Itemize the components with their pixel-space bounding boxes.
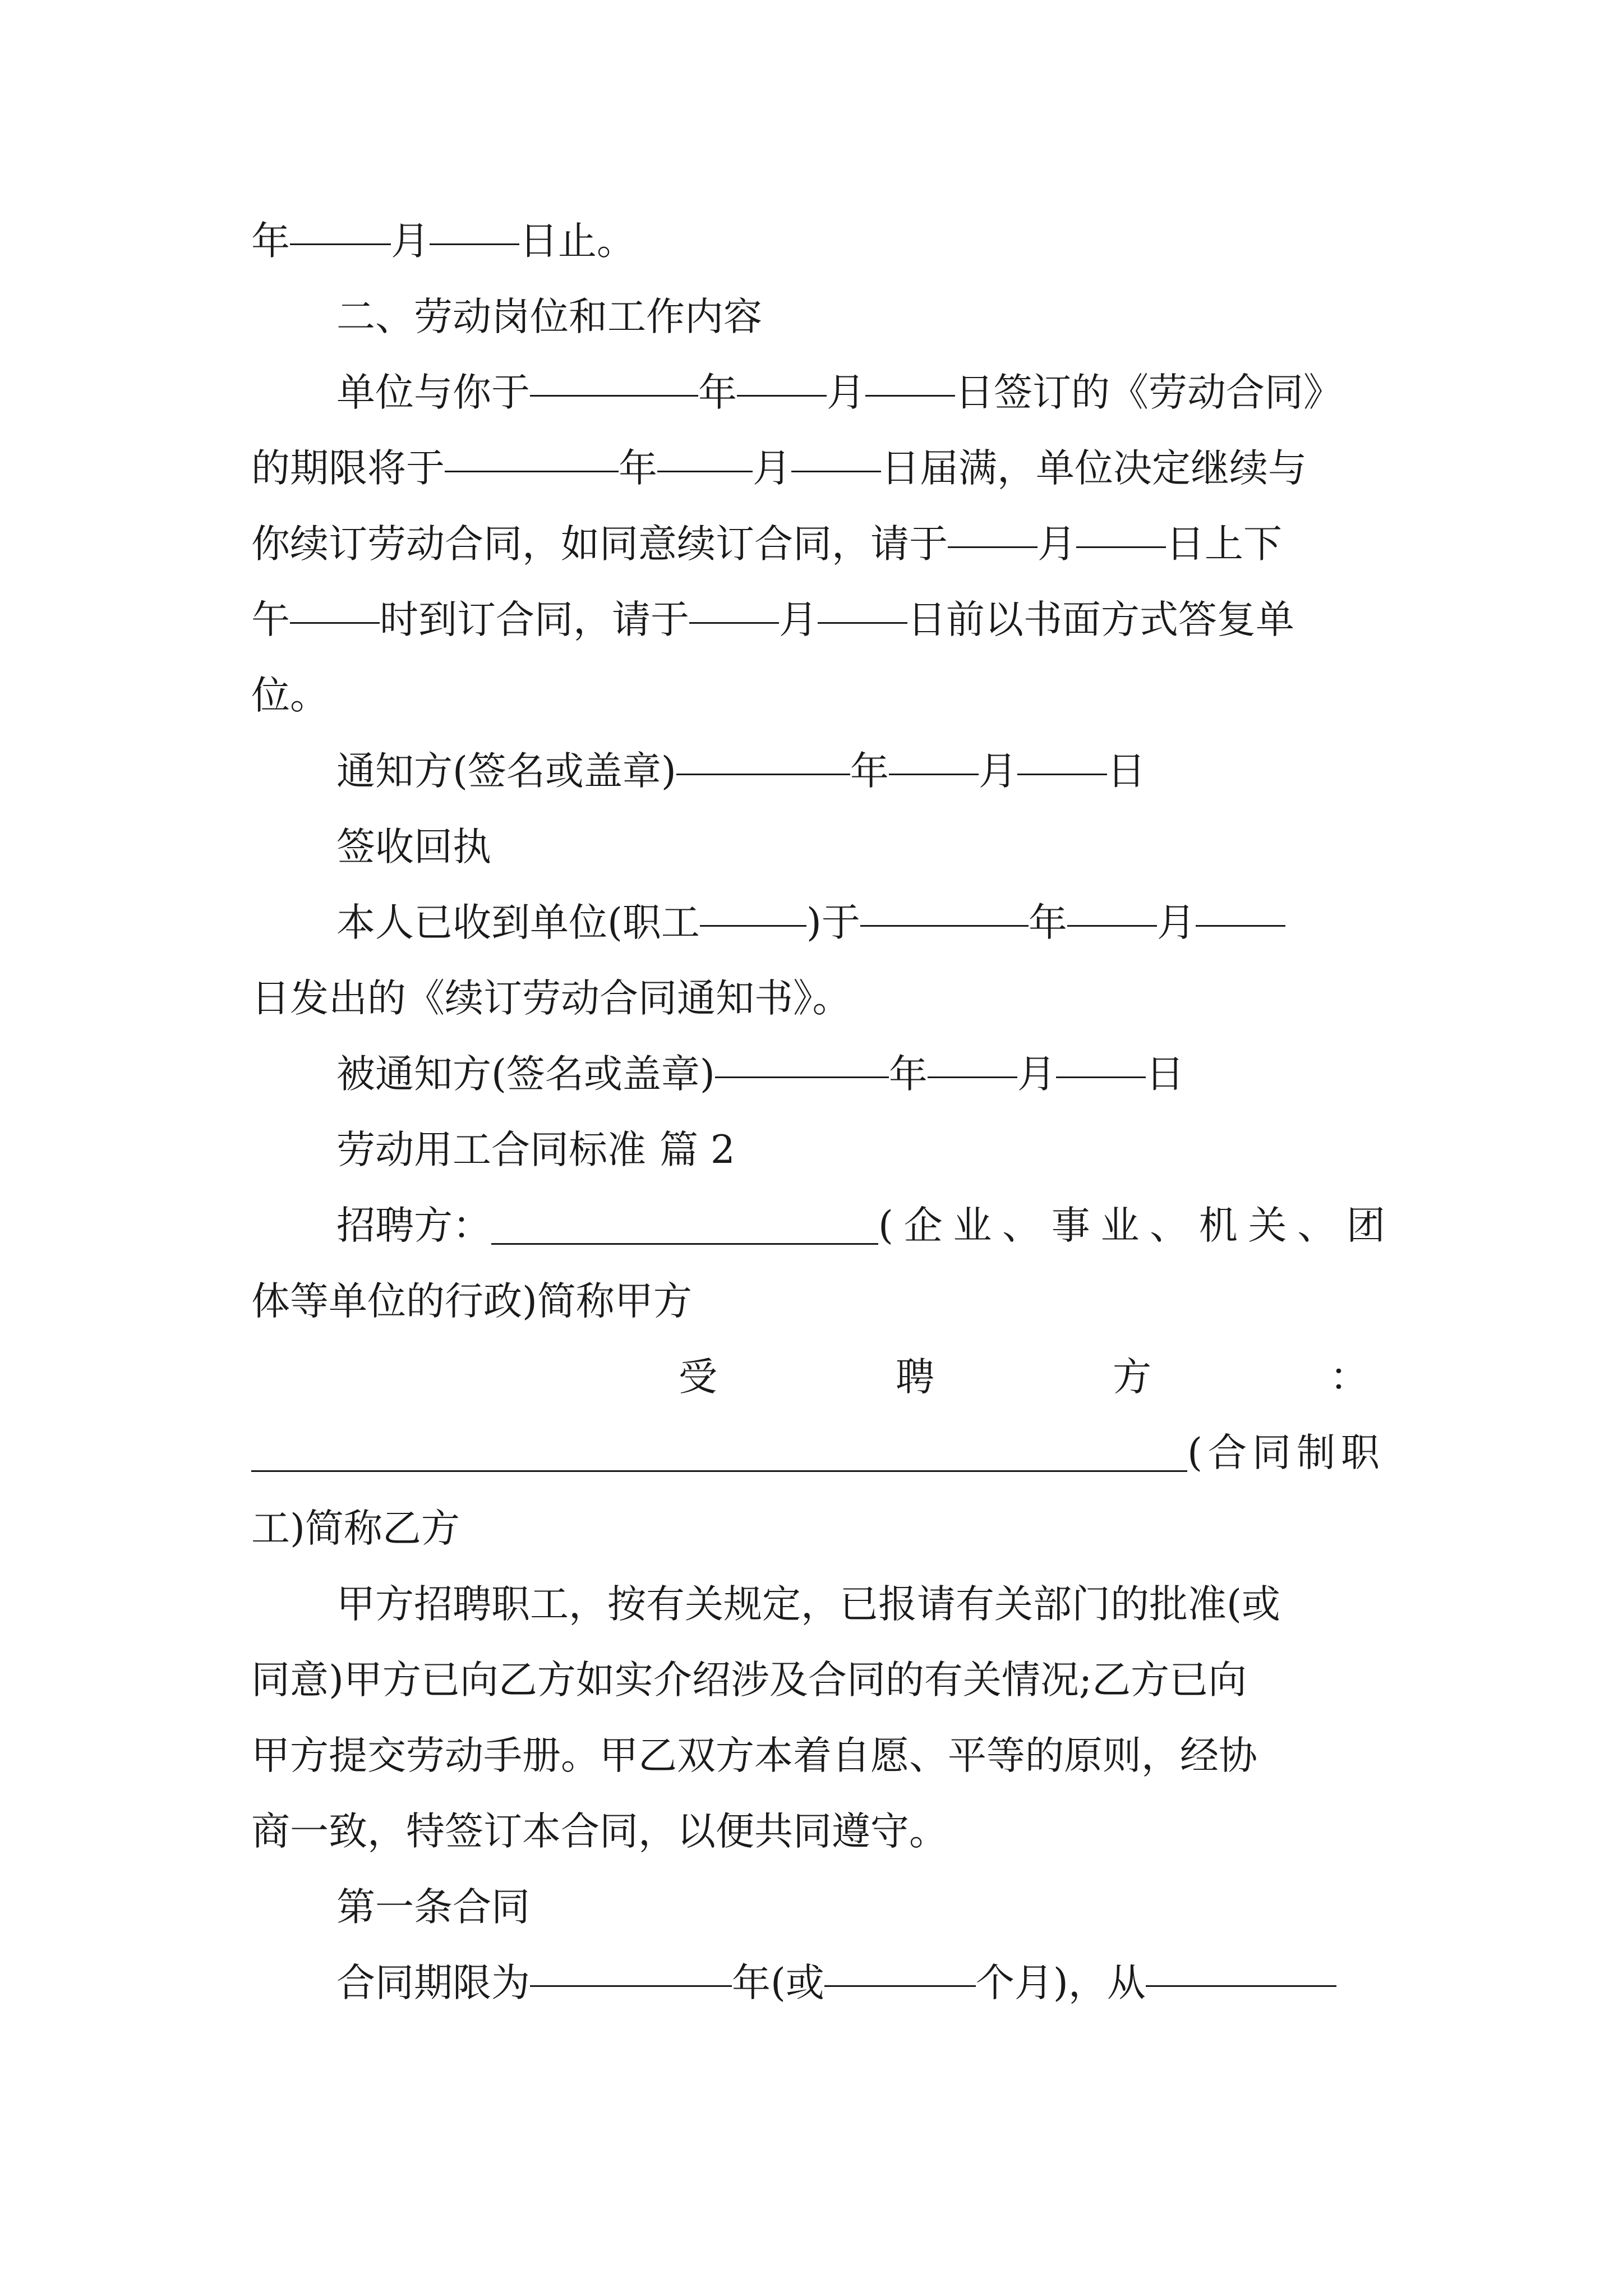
text-line: 工)简称乙方 [251,1506,460,1551]
section-heading: 第一条合同 [336,1885,530,1930]
text-line: (合同制职 [251,1425,1385,1481]
text-line: 招聘方： ( 企 业 、 事 业 、 机 关 、 团 [336,1198,1385,1254]
section-heading: 二、劳动岗位和工作内容 [336,295,762,339]
text-line: 甲方提交劳动手册。甲乙双方本着自愿、平等的原则，经协 [251,1733,1257,1778]
text-line: 体等单位的行政)简称甲方 [251,1279,692,1324]
section-title: 劳动用工合同标准 篇 2 [336,1128,735,1172]
text-line: 午 时到订合同，请于 月 日前以书面方式答复单 [251,597,1294,642]
text-line: 年 月 日止。 [251,219,635,264]
text-line-justified: 受 聘 方 ： [679,1355,1368,1400]
text-line: 你续订劳动合同，如同意续订合同，请于 月 日上下 [251,522,1282,567]
text-line: 位。 [251,673,329,718]
blank-field [251,1425,1187,1481]
text-line: 甲方招聘职工，按有关规定，已报请有关部门的批准(或 [336,1582,1280,1627]
text-line: 的期限将于 年 月 日届满，单位决定继续与 [251,446,1307,491]
section-heading: 签收回执 [336,825,491,869]
text-line: 商一致，特签订本合同，以便共同遵守。 [251,1809,948,1854]
signature-line: 通知方(签名或盖章) 年 月 日 [336,749,1146,794]
text-line: 日发出的《续订劳动合同通知书》。 [251,976,851,1021]
text-line: 本人已收到单位(职工 )于 年 月 [336,900,1196,945]
text-line: 同意)甲方已向乙方如实介绍涉及合同的有关情况;乙方已向 [251,1658,1247,1703]
blank-field [491,1198,878,1254]
signature-line: 被通知方(签名或盖章) 年 月 日 [336,1052,1184,1097]
text-line: 单位与你于 年 月 日签订的《劳动合同》 [336,370,1342,415]
text-line: 合同期限为 年(或 个月)，从 [336,1961,1146,2005]
